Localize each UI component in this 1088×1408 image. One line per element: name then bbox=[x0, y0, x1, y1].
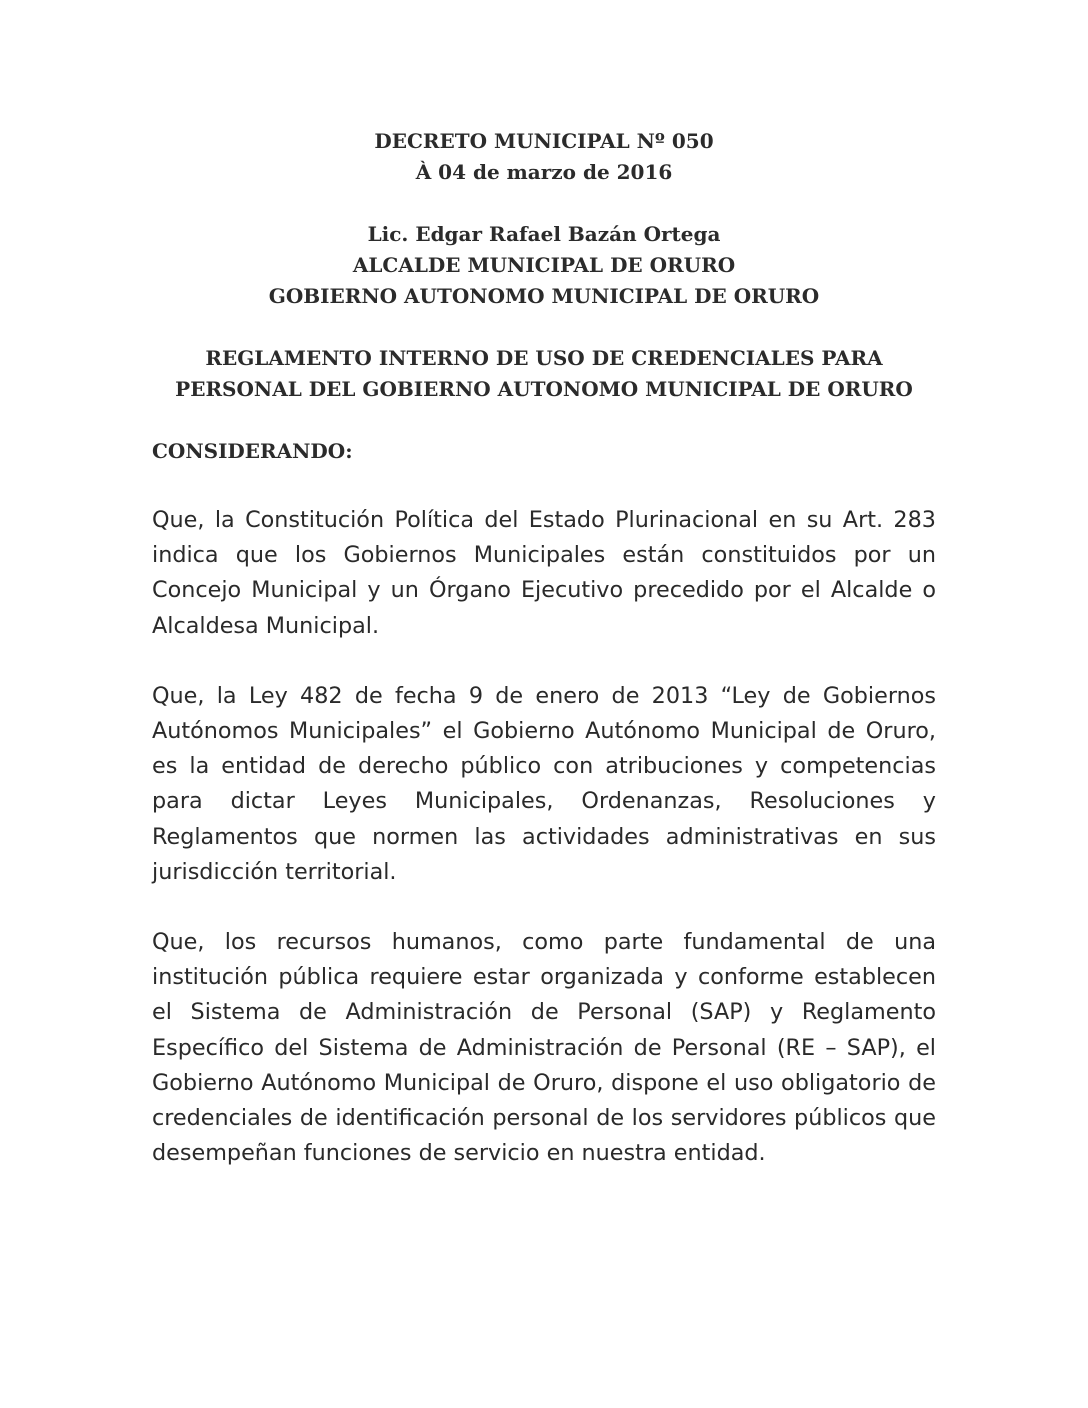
authority-block bbox=[152, 219, 936, 312]
considerando-heading: CONSIDERANDO: bbox=[152, 439, 353, 463]
decree-header bbox=[152, 126, 936, 188]
authority-position: ALCALDE MUNICIPAL DE ORURO bbox=[352, 253, 736, 277]
authority-institution: GOBIERNO AUTONOMO MUNICIPAL DE ORURO bbox=[268, 284, 820, 308]
regulation-title bbox=[152, 343, 936, 405]
decree-date: À 04 de marzo de 2016 bbox=[415, 160, 673, 184]
paragraph: Que, los recursos humanos, como parte fundamental de una institución pública requiere estar organizada y conforme establecen el Sistema de Administración de Personal (SAP) y Reglamento Específico del Sistema de Administración de Personal (RE – SAP), el Gobierno Autónomo Municipal de Oruro, dispone el uso obligatorio de credenciales de identificación personal de los servidores públicos que desempeñan funciones de servicio en nuestra entidad. bbox=[152, 929, 936, 1167]
regulation-title-line1: REGLAMENTO INTERNO DE USO DE CREDENCIALES PARA bbox=[205, 346, 883, 370]
paragraph: Que, la Constitución Política del Estado Plurinacional en su Art. 283 indica que los Gobiernos Municipales están constituidos por un Concejo Municipal y un Órgano Ejecutivo precedido por el Alcalde o Alcaldesa Municipal. bbox=[152, 507, 936, 639]
regulation-title-line2: PERSONAL DEL GOBIERNO AUTONOMO MUNICIPAL DE ORURO bbox=[175, 377, 913, 401]
authority-name: Lic. Edgar Rafael Bazán Ortega bbox=[367, 222, 721, 246]
document-body bbox=[152, 126, 936, 1171]
paragraph: Que, la Ley 482 de fecha 9 de enero de 2013 “Ley de Gobiernos Autónomos Municipales” el Gobierno Autónomo Municipal de Oruro, es la entidad de derecho público con atribuciones y competencias para dictar Leyes Municipales, Ordenanzas, Resoluciones y Reglamentos que normen las actividades administrativas en sus jurisdicción territorial. bbox=[152, 682, 936, 885]
decree-number: DECRETO MUNICIPAL Nº 050 bbox=[374, 129, 714, 153]
